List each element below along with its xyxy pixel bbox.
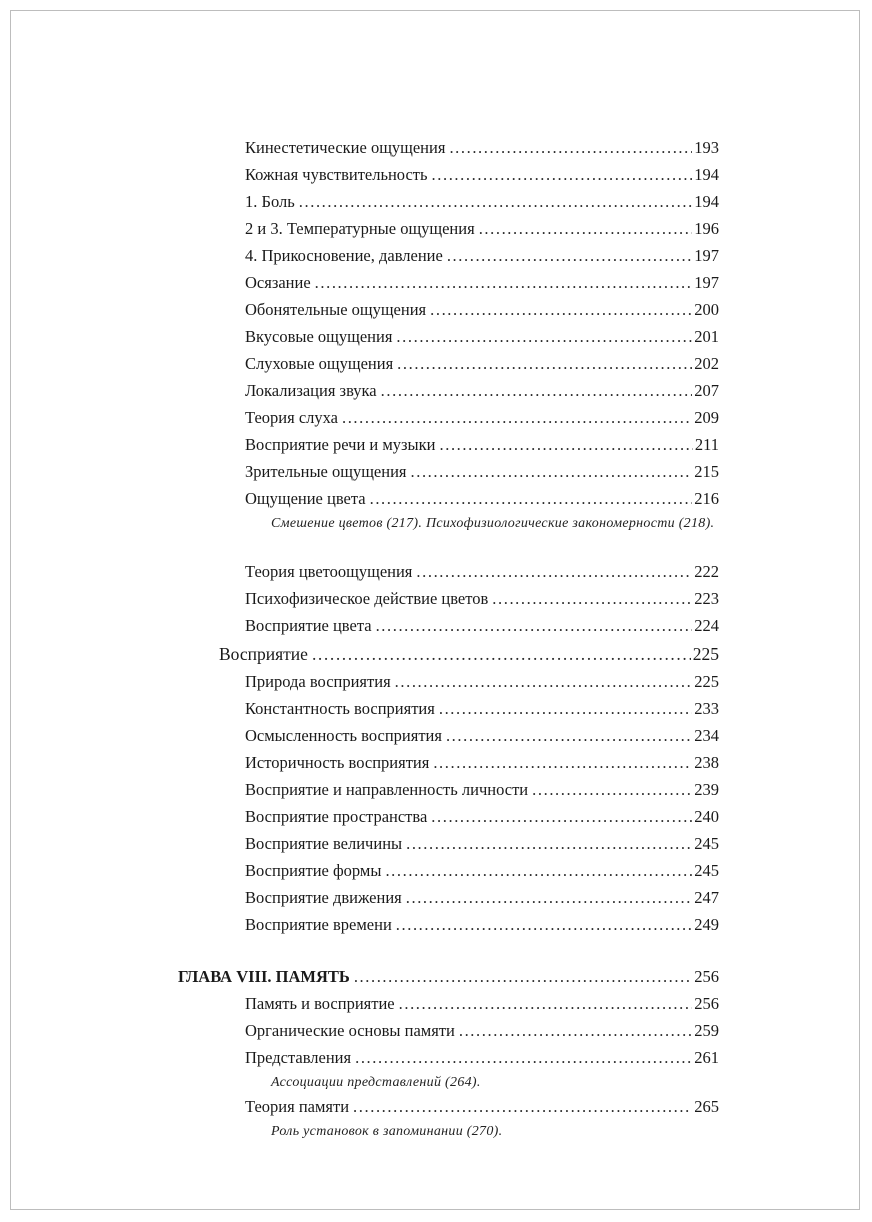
toc-entry[interactable] [245,273,719,293]
toc-entry-label: Восприятие движения [245,888,402,907]
dot-leader [492,589,692,609]
toc-entry-label: Вкусовые ощущения [245,327,393,346]
dot-leader [406,888,693,908]
toc-entry-page: 201 [694,327,719,346]
toc-entry[interactable] [245,1048,719,1068]
toc-entry-page: 200 [694,300,719,319]
toc-entry[interactable] [245,219,719,239]
dot-leader [432,165,693,185]
toc-entry[interactable] [245,192,719,212]
toc-entry-page: 197 [694,273,719,292]
dot-leader [342,408,692,428]
dot-leader [315,273,693,293]
toc-entry[interactable] [245,435,719,455]
toc-entry-page: 233 [694,699,719,718]
toc-entry-page: 193 [694,138,719,157]
toc-entry-label: Константность восприятия [245,699,435,718]
dot-leader [439,699,692,719]
toc-entry[interactable] [245,381,719,401]
toc-entry-label: Психофизическое действие цветов [245,589,489,608]
dot-leader [376,616,693,636]
toc-chapter-page: 256 [694,967,719,986]
toc-entry-page: 196 [694,219,719,238]
toc-entry-label: Восприятие цвета [245,616,372,635]
toc-entry-label: Обонятельные ощущения [245,300,427,319]
toc-entry-page: 194 [694,165,719,184]
toc-entry-page: 197 [694,246,719,265]
toc-entry-label: Теория памяти [245,1097,350,1116]
toc-entry-page: 207 [694,381,719,400]
toc-subtopics-note: Смешение цветов (217). Психофизиологические закономерности (218). [271,516,715,531]
toc-entry-page: 211 [694,435,719,454]
toc-entry[interactable] [245,1021,719,1041]
toc-entry-label: Кинестетические ощущения [245,138,446,157]
toc-entry[interactable] [245,489,719,509]
dot-leader [406,834,692,854]
toc-entry[interactable] [245,165,719,185]
dot-leader [479,219,693,239]
toc-entry-label: Осмысленность восприятия [245,726,442,745]
toc-entry[interactable] [245,780,719,800]
toc-entry-label: Восприятие времени [245,915,392,934]
dot-leader [353,1097,692,1117]
toc-entry-label: Восприятие пространства [245,807,428,826]
dot-leader [433,753,692,773]
toc-subtopics-note: Ассоциации представлений (264). [271,1075,481,1090]
toc-entry[interactable] [245,699,719,719]
toc-chapter-heading[interactable] [178,967,719,987]
toc-heading-page: 225 [692,644,719,664]
toc-entry[interactable] [245,1097,719,1117]
toc-chapter-label: ГЛАВА VIII. ПАМЯТЬ [178,967,350,986]
toc-entry-label: Слуховые ощущения [245,354,394,373]
toc-entry-page: 261 [694,1048,719,1067]
dot-leader [396,327,692,347]
toc-heading-label: Восприятие [219,644,308,664]
toc-entry[interactable] [245,616,719,636]
toc-entry-page: 222 [694,562,719,581]
toc-entry[interactable] [245,562,719,582]
dot-leader [381,381,693,401]
toc-entry[interactable] [245,138,719,158]
dot-leader [397,354,692,374]
dot-leader [440,435,693,455]
toc-entry-label: Восприятие и направленность личности [245,780,529,799]
toc-entry[interactable] [245,807,719,827]
toc-entry[interactable] [245,246,719,266]
dot-leader [447,246,692,266]
toc-entry-page: 245 [694,834,719,853]
toc-entry-label: Ощущение цвета [245,489,366,508]
toc-entry[interactable] [245,994,719,1014]
toc-entry-label: Локализация звука [245,381,377,400]
dot-leader [449,138,692,158]
dot-leader [416,562,692,582]
toc-entry-page: 215 [694,462,719,481]
toc-entry-page: 223 [694,589,719,608]
toc-entry-page: 225 [694,672,719,691]
dot-leader [312,644,691,664]
toc-entry-label: Зрительные ощущения [245,462,407,481]
toc-entry-label: Кожная чувствительность [245,165,428,184]
toc-entry-label: 4. Прикосновение, давление [245,246,443,265]
toc-entry[interactable] [245,861,719,881]
toc-entry-page: 238 [694,753,719,772]
toc-entry-page: 234 [694,726,719,745]
toc-entry[interactable] [245,753,719,773]
dot-leader [399,994,693,1014]
toc-entry[interactable] [245,589,719,609]
toc-entry-label: Органические основы памяти [245,1021,455,1040]
toc-entry[interactable] [245,462,719,482]
toc-entry-label: Восприятие величины [245,834,403,853]
toc-entry[interactable] [245,408,719,428]
toc-entry[interactable] [245,300,719,320]
dot-leader [299,192,692,212]
toc-section-heading[interactable] [219,644,719,664]
toc-entry-page: 194 [694,192,719,211]
toc-entry-label: Представления [245,1048,352,1067]
toc-entry-page: 249 [694,915,719,934]
toc-entry-label: Теория цветоощущения [245,562,413,581]
dot-leader [411,462,693,482]
toc-entry-label: 1. Боль [245,192,295,211]
toc-entry-label: Восприятие речи и музыки [245,435,436,454]
dot-leader [354,967,692,987]
toc-entry-page: 247 [694,888,719,907]
toc-entry-label: Теория слуха [245,408,338,427]
toc-entry[interactable] [245,726,719,746]
toc-entry[interactable] [245,354,719,374]
dot-leader [430,300,692,320]
toc-entry-label: Память и восприятие [245,994,395,1013]
dot-leader [355,1048,692,1068]
toc-entry-label: Природа восприятия [245,672,391,691]
toc-entry-page: 240 [694,807,719,826]
dot-leader [532,780,692,800]
toc-entry[interactable] [245,672,719,692]
dot-leader [431,807,692,827]
toc-entry-page: 209 [694,408,719,427]
dot-leader [396,915,692,935]
toc-entry-label: Восприятие формы [245,861,382,880]
toc-entry-page: 256 [694,994,719,1013]
dot-leader [385,861,692,881]
dot-leader [446,726,692,746]
toc-entry-label: Историчность восприятия [245,753,430,772]
toc-entry-page: 245 [694,861,719,880]
toc-subtopics-note: Роль установок в запоминании (270). [271,1124,503,1139]
dot-leader [459,1021,692,1041]
toc-entry-page: 202 [694,354,719,373]
toc-entry-page: 216 [694,489,719,508]
toc-entry-page: 265 [694,1097,719,1116]
toc-entry[interactable] [245,915,719,935]
toc-entry-page: 224 [694,616,719,635]
toc-entry[interactable] [245,888,719,908]
toc-entry-label: 2 и 3. Температурные ощущения [245,219,475,238]
dot-leader [370,489,693,509]
toc-entry-page: 259 [694,1021,719,1040]
dot-leader [395,672,693,692]
toc-entry-page: 239 [694,780,719,799]
toc-entry[interactable] [245,327,719,347]
toc-entry-label: Осязание [245,273,311,292]
toc-entry[interactable] [245,834,719,854]
